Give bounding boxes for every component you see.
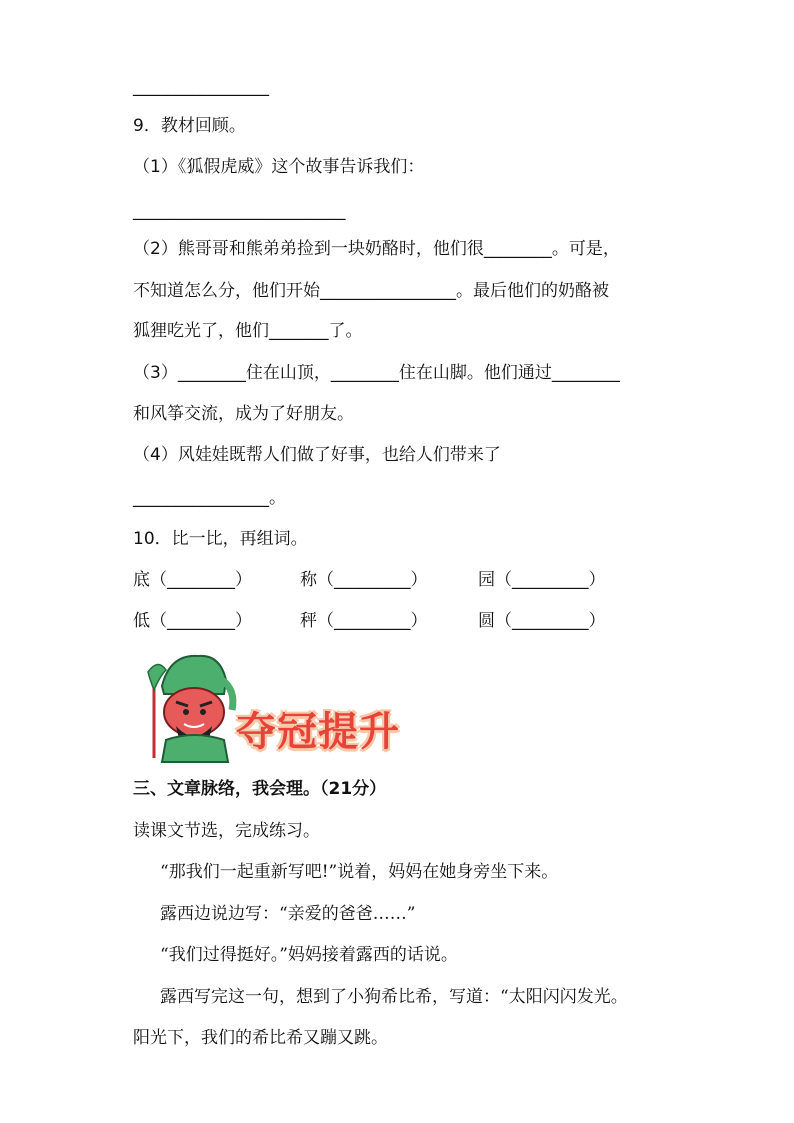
q9-part2-line2: 不知道怎么分，他们开始________________。最后他们的奶酪被	[133, 281, 609, 301]
word-group-yuan-round[interactable]: 圆（_________）	[478, 611, 606, 631]
q9-part2-line1: （2）熊哥哥和熊弟弟捡到一块奶酪时，他们很________。可是，	[133, 239, 620, 259]
section-3-heading: 三、文章脉络，我会理。（21分）	[133, 779, 387, 799]
word-group-cheng-scale[interactable]: 秤（_________）	[300, 611, 428, 631]
reading-instruction: 读课文节选，完成练习。	[133, 821, 320, 841]
word-group-di[interactable]: 底（________）	[133, 570, 252, 590]
word-group-cheng[interactable]: 称（_________）	[300, 570, 428, 590]
q9-part3-line2: 和风筝交流，成为了好朋友。	[133, 404, 354, 424]
word-group-di-low[interactable]: 低（________）	[133, 611, 252, 631]
banner-title: 夺冠提升	[236, 709, 400, 755]
passage-line-2: 露西边说边写：“亲爱的爸爸……”	[160, 904, 416, 924]
q9-part2-line3: 狐狸吃光了，他们_______了。	[133, 321, 363, 341]
question-10-title: 10．比一比，再组词。	[133, 529, 308, 549]
section-banner	[140, 650, 440, 765]
passage-line-4: 露西写完这一句，想到了小狗希比希，写道：“太阳闪闪发光。	[160, 987, 628, 1007]
question-9-title: 9．教材回顾。	[133, 116, 246, 136]
word-group-yuan[interactable]: 园（_________）	[478, 570, 606, 590]
passage-line-3: “我们过得挺好。”妈妈接着露西的话说。	[160, 945, 458, 965]
passage-line-5: 阳光下，我们的希比希又蹦又跳。	[133, 1028, 388, 1048]
q9-part1-blank[interactable]: _________________________	[133, 201, 346, 221]
q9-part4-line1: （4）风娃娃既帮人们做了好事，也给人们带来了	[133, 445, 501, 465]
passage-line-1: “那我们一起重新写吧!”说着，妈妈在她身旁坐下来。	[160, 862, 559, 882]
q9-part1-prompt: （1）《狐假虎威》这个故事告诉我们：	[133, 157, 425, 177]
q9-part4-line2[interactable]: ________________。	[133, 488, 286, 508]
q9-part3-line1: （3）________住在山顶，________住在山脚。他们通过________	[133, 363, 620, 383]
top-answer-blank[interactable]: ________________	[133, 77, 269, 97]
